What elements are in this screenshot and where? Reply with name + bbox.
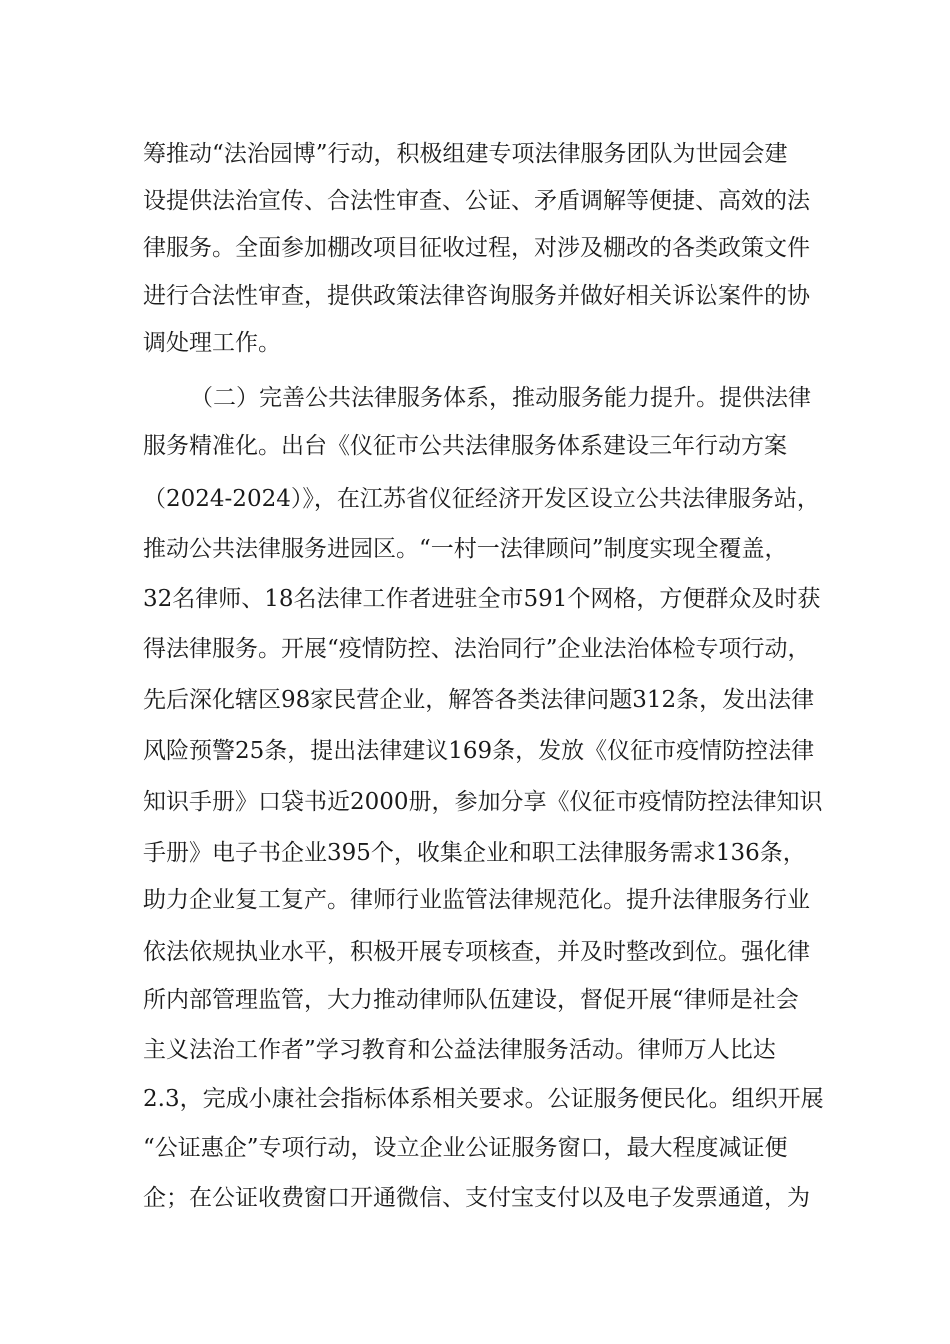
text-line: 服务精准化。出台《仪征市公共法律服务体系建设三年行动方案 [143, 433, 787, 459]
text-line: 得法律服务。开展“疫情防控、法治同行”企业法治体检专项行动， [143, 636, 811, 662]
text-line: 依法依规执业水平，积极开展专项核查，并及时整改到位。强化律 [143, 939, 810, 965]
text-line: 主义法治工作者”学习教育和公益法律服务活动。律师万人比达 [143, 1037, 776, 1063]
text-line: 所内部管理监管，大力推动律师队伍建设，督促开展“律师是社会 [143, 987, 799, 1013]
text-line: 推动公共法律服务进园区。“一村一法律顾问”制度实现全覆盖， [143, 536, 788, 562]
text-line: 设提供法治宣传、合法性审查、公证、矛盾调解等便捷、高效的法 [143, 188, 810, 214]
text-line: 先后深化辖区98家民营企业，解答各类法律问题312条，发出法律 [143, 687, 815, 713]
text-line: 知识手册》口袋书近2000册，参加分享《仪征市疫情防控法律知识 [143, 789, 823, 815]
text-line: “公证惠企”专项行动，设立企业公证服务窗口，最大程度减证便 [143, 1135, 788, 1161]
text-line: 调处理工作。 [143, 330, 281, 356]
text-line: 2.3，完成小康社会指标体系相关要求。公证服务便民化。组织开展 [143, 1086, 824, 1112]
text-line: （2024-2024）》，在江苏省仪征经济开发区设立公共法律服务站， [143, 486, 820, 512]
text-line: 风险预警25条，提出法律建议169条，发放《仪征市疫情防控法律 [143, 738, 815, 764]
text-line: 企；在公证收费窗口开通微信、支付宝支付以及电子发票通道，为 [143, 1185, 810, 1211]
text-line: 32名律师、18名法律工作者进驻全市591个网格，方便群众及时获 [143, 586, 821, 612]
text-line: 手册》电子书企业395个，收集企业和职工法律服务需求136条， [143, 840, 806, 866]
section-heading-line: （二）完善公共法律服务体系，推动服务能力提升。提供法律 [190, 385, 811, 411]
text-line: 律服务。全面参加棚改项目征收过程，对涉及棚改的各类政策文件 [143, 235, 810, 261]
text-line: 助力企业复工复产。律师行业监管法律规范化。提升法律服务行业 [143, 887, 810, 913]
text-line: 筹推动“法治园博”行动，积极组建专项法律服务团队为世园会建 [143, 141, 788, 167]
text-line: 进行合法性审查，提供政策法律咨询服务并做好相关诉讼案件的协 [143, 283, 810, 309]
